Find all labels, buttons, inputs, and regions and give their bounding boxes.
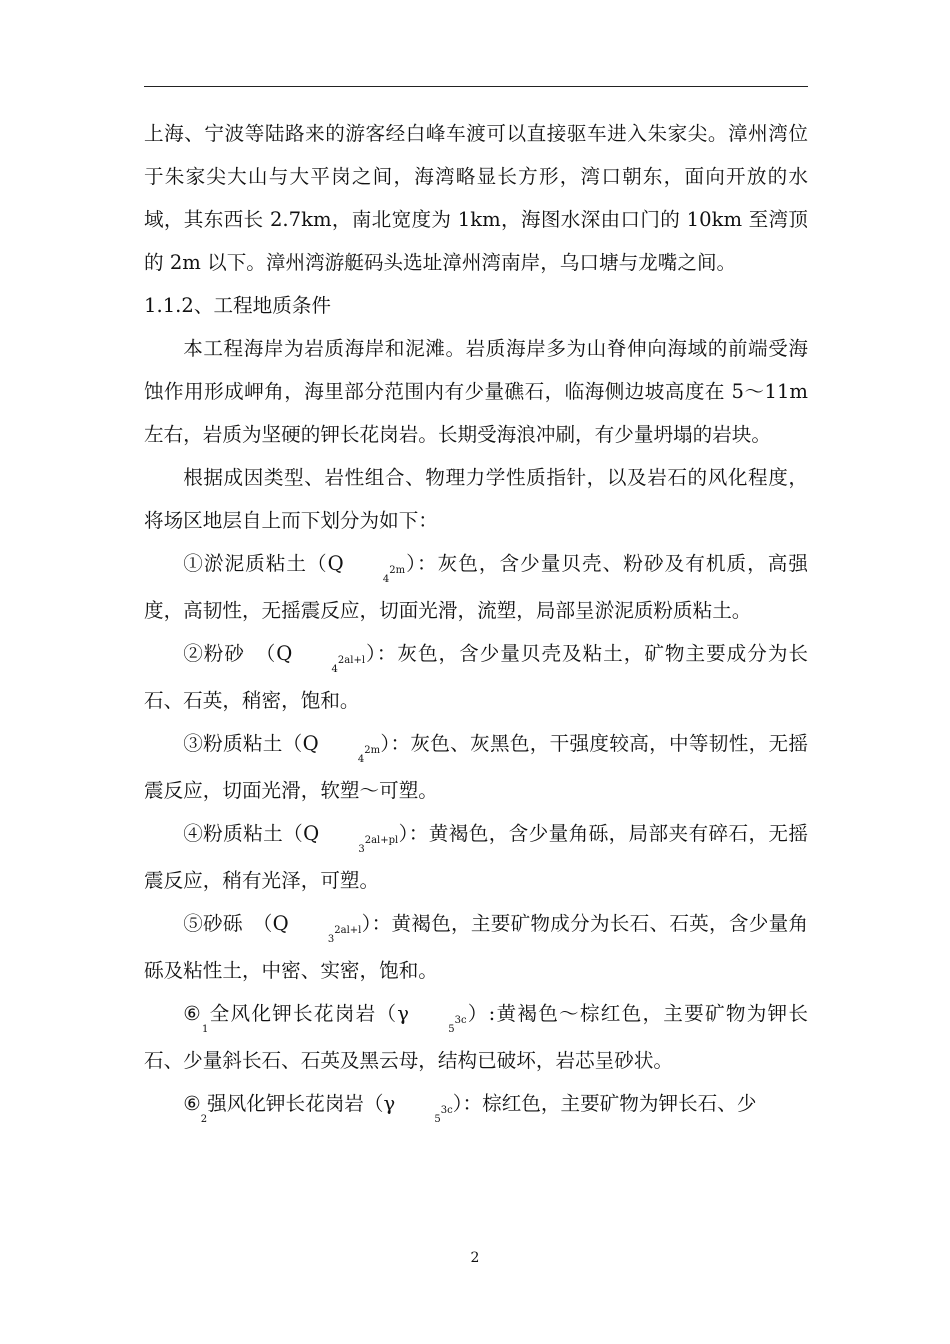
layer-item: ⑤砂砾 $(Q_32al+l)$：黄褐色，主要矿物成分为长石、石英，含少量角砾及粘性土，中密、实密，饱和。 [144,912,809,982]
layer-item: ②粉砂 $(Q_42al+l)$：灰色，含少量贝壳及粘土，矿物主要成分为长石、石英，稍密，饱和。 [144,642,809,712]
page-number: 2 [470,1250,480,1266]
layer-item: ①淤泥质粘土$(Q_42m)$：灰色，含少量贝壳、粉砂及有机质，高强度，高韧性，无摇震反应，切面光滑，流塑，局部呈淤泥质粉质粘土。 [144,552,808,622]
layer-item: ④粉质粘土$(Q_32al+pl)$：黄褐色，含少量角砾，局部夹有碎石，无摇震反应，稍有光泽，可塑。 [144,822,808,892]
layer-item: $⑥_1$全风化钾长花岗岩$(\gamma_53c)$:黄褐色～棕红色，主要矿物为钾长石、少量斜长石、石英及黑云母，结构已破坏，岩芯呈砂状。 [144,1002,808,1072]
paragraph-location: 上海、宁波等陆路来的游客经白峰车渡可以直接驱车进入朱家尖。漳州湾位于朱家尖大山与大平岗之间，海湾略显长方形，湾口朝东，面向开放的水域，其东西长 2.7km，南北宽度为 1km，海图水深由口门的 10km 至湾顶的 2m 以下。漳州湾游艇码头选址漳州湾南岸，乌口塘与龙嘴之间。 [144,122,808,274]
section-heading: 1.1.2、工程地质条件 [144,294,332,317]
document-body [144,112,808,1129]
layer-item: ③粉质粘土$(Q_42m)$：灰色、灰黑色，干强度较高，中等韧性，无摇震反应，切面光滑，软塑～可塑。 [144,732,808,802]
layer-item: $⑥_2$强风化钾长花岗岩$(\gamma_53c)$：棕红色，主要矿物为钾长石、少 [183,1092,757,1125]
header-rule [144,86,808,87]
paragraph-strata-intro: 根据成因类型、岩性组合、物理力学性质指针，以及岩石的风化程度，将场区地层自上而下划分为如下： [144,466,808,532]
paragraph-coast: 本工程海岸为岩质海岸和泥滩。岩质海岸多为山脊伸向海域的前端受海蚀作用形成岬角，海里部分范围内有少量礁石，临海侧边坡高度在 5～11m 左右，岩质为坚硬的钾长花岗岩。长期受海浪冲刷，有少量坍塌的岩块。 [144,337,808,446]
